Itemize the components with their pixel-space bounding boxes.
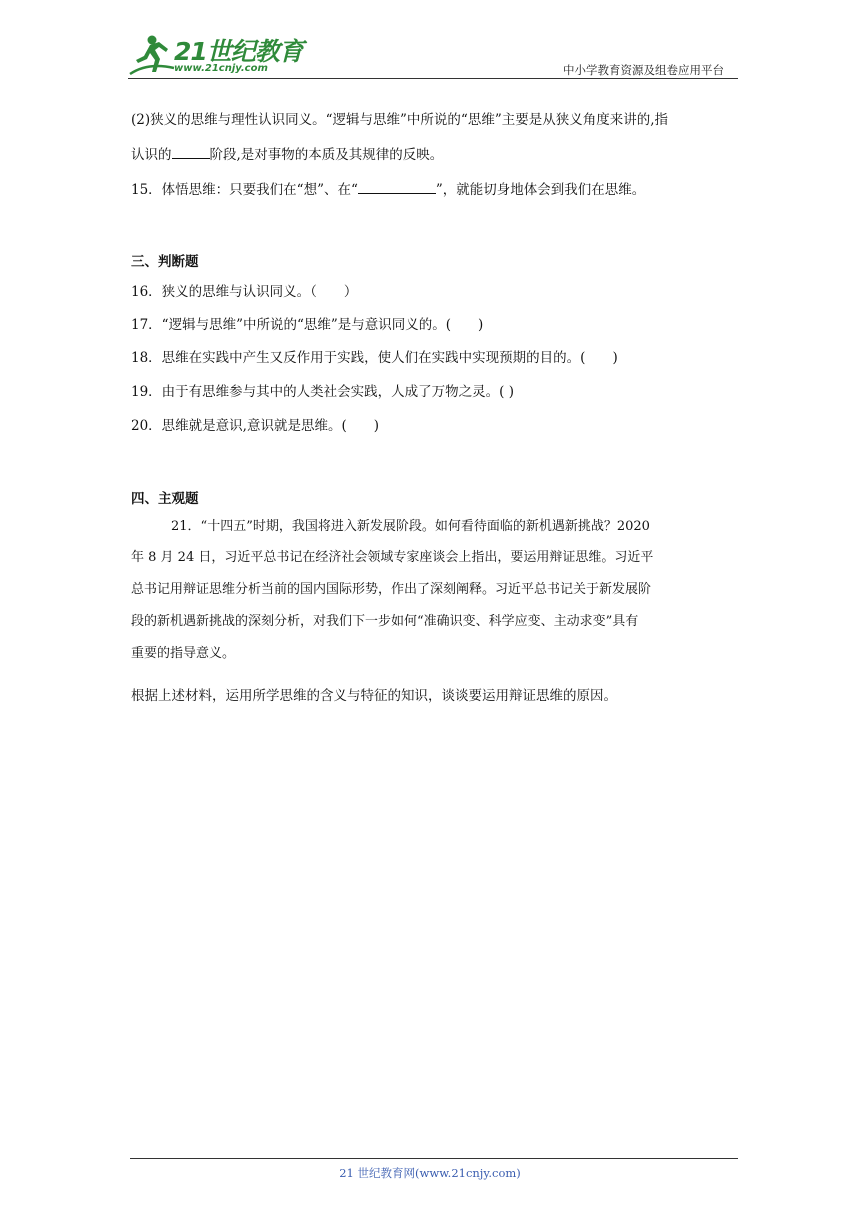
- runner-logo-icon: [128, 32, 178, 76]
- question-15: [131, 179, 645, 200]
- platform-name: 中小学教育资源及组卷应用平台: [563, 63, 724, 77]
- q14-part2-text-a: 认识的: [131, 147, 172, 163]
- question-21-line: 年 8 月 24 日，习近平总书记在经济社会领域专家座谈会上指出，要运用辩证思维。习近平: [131, 550, 654, 565]
- footer-text: 21 世纪教育网(www.21cnjy.com): [339, 1166, 521, 1180]
- q14-part2-line2: [131, 144, 443, 165]
- question-19: 19．由于有思维参与其中的人类社会实践，人成了万物之灵。( ): [131, 384, 515, 400]
- question-21-line: 21．“十四五”时期，我国将进入新发展阶段。如何看待面临的新机遇新挑战？2020: [171, 519, 650, 534]
- question-21-line: 段的新机遇新挑战的深刻分析，对我们下一步如何“准确识变、科学应变、主动求变”具有: [131, 614, 639, 629]
- q15-text-a: 15．体悟思维：只要我们在“想”、在“: [131, 182, 358, 198]
- question-17: 17．“逻辑与思维”中所说的“思维”是与意识同义的。( ): [131, 317, 484, 333]
- answer-blank: [172, 144, 210, 159]
- logo-title: 21世纪教育: [174, 37, 303, 66]
- section-title-subjective: 四、主观题: [131, 491, 199, 507]
- header-divider: [128, 78, 738, 79]
- question-20: 20．思维就是意识,意识就是思维。( ): [131, 418, 380, 434]
- question-18: 18．思维在实践中产生又反作用于实践，使人们在实践中实现预期的目的。( ): [131, 350, 618, 366]
- logo: [128, 32, 303, 76]
- q15-text-b: ”，就能切身地体会到我们在思维。: [435, 182, 646, 198]
- footer-divider: [130, 1158, 738, 1159]
- logo-url: www.21cnjy.com: [174, 63, 268, 74]
- question-21-task: 根据上述材料，运用所学思维的含义与特征的知识，谈谈要运用辩证思维的原因。: [131, 688, 617, 704]
- question-16: 16．狭义的思维与认识同义。（ ）: [131, 284, 358, 300]
- question-21-line: 重要的指导意义。: [131, 646, 236, 661]
- q14-part2-text-b: 阶段,是对事物的本质及其规律的反映。: [209, 147, 444, 163]
- question-21-line: 总书记用辩证思维分析当前的国内国际形势，作出了深刻阐释。习近平总书记关于新发展阶: [131, 582, 652, 597]
- q14-part2-line1: (2)狭义的思维与理性认识同义。“逻辑与思维”中所说的“思维”主要是从狭义角度来讲的,指: [131, 112, 669, 128]
- answer-blank: [358, 179, 436, 194]
- section-title-judgement: 三、判断题: [131, 254, 199, 270]
- page-header: [128, 28, 738, 80]
